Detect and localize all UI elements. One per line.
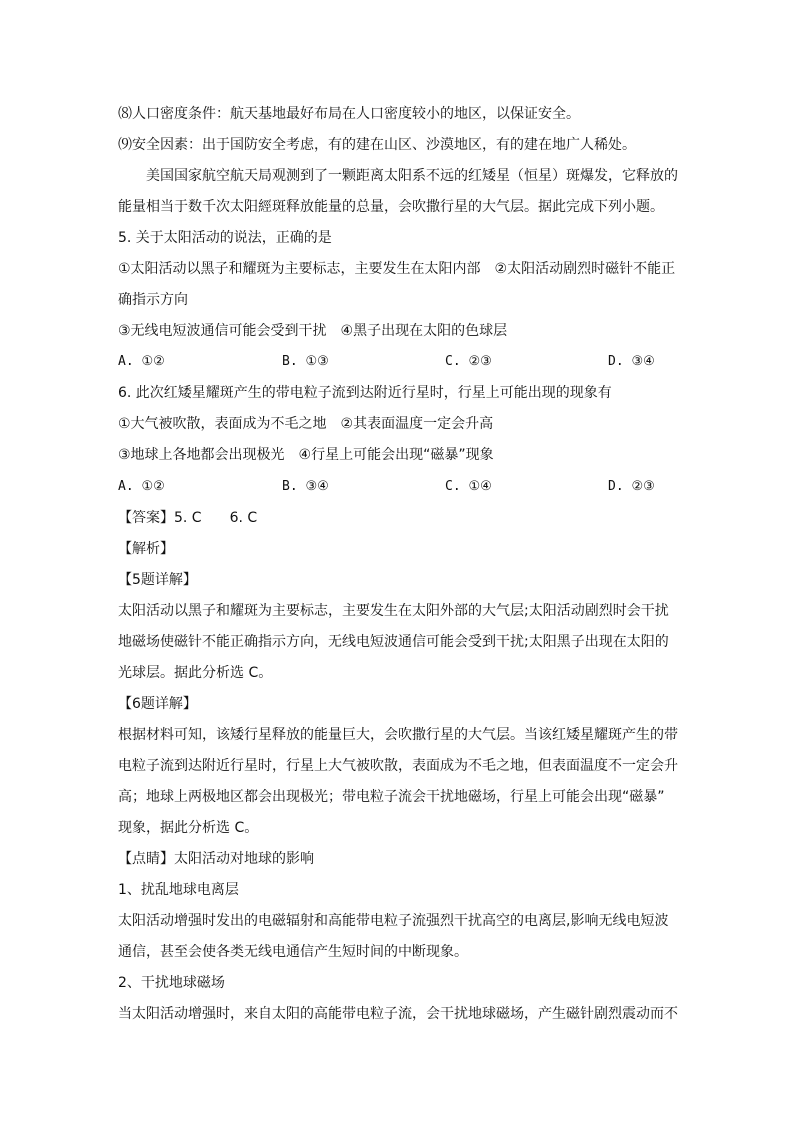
question-5-statement: ①太阳活动以黑子和耀斑为主要标志，主要发生在太阳内部 ②太阳活动剧烈时磁针不能正 (118, 261, 676, 277)
option-d: D. ②③ (608, 479, 655, 494)
option-b: B. ③④ (282, 479, 329, 494)
option-c: C. ①④ (445, 479, 492, 494)
text-line: 当太阳活动增强时，来自太阳的高能带电粒子流，会干扰地球磁场，产生磁针剧烈震动而不 (118, 1006, 678, 1022)
section-heading: 【5题详解】 (118, 572, 197, 588)
question-6-options (118, 477, 688, 497)
option-c: C. ②③ (445, 354, 492, 369)
section-heading: 【点睛】太阳活动对地球的影响 (118, 851, 314, 867)
question-6-statement: ①大气被吹散，表面成为不毛之地 ②其表面温度一定会升高 (118, 416, 494, 432)
text-line: ⑼安全因素：出于国防安全考虑，有的建在山区、沙漠地区，有的建在地广人稀处。 (118, 137, 636, 153)
text-line: 高；地球上两极地区都会出现极光；带电粒子流会干扰地磁场，行星上可能会出现“磁暴” (118, 789, 665, 805)
list-heading: 2、干扰地球磁场 (118, 975, 225, 991)
text-line: 根据材料可知，该矮行星释放的能量巨大，会吹撒行星的大气层。当该红矮星耀斑产生的带 (118, 727, 678, 743)
text-line: ⑻人口密度条件：航天基地最好布局在人口密度较小的地区，以保证安全。 (118, 106, 580, 122)
text-line: 太阳活动以黑子和耀斑为主要标志，主要发生在太阳外部的大气层;太阳活动剧烈时会干扰 (118, 603, 669, 619)
paragraph-intro: 美国国家航空航天局观测到了一颗距离太阳系不远的红矮星（恒星）斑爆发，它释放的 (146, 168, 678, 184)
question-6-statement: ③地球上各地都会出现极光 ④行星上可能会出现“磁暴”现象 (118, 447, 494, 463)
option-a: A. ①② (118, 479, 165, 494)
analysis-heading: 【解析】 (118, 541, 174, 557)
text-line: 地磁场使磁针不能正确指示方向，无线电短波通信可能会受到干扰;太阳黑子出现在太阳的 (118, 634, 669, 650)
question-5-statement: 确指示方向 (118, 292, 188, 308)
text-line: 能量相当于数千次太阳經斑释放能量的总量，会吹撒行星的大气层。据此完成下列小题。 (118, 199, 664, 215)
question-5-options (118, 352, 688, 372)
question-6-stem: 6. 此次红矮星耀斑产生的带电粒子流到达附近行星时，行星上可能出现的现象有 (118, 385, 612, 401)
list-heading: 1、扰乱地球电离层 (118, 882, 239, 898)
text-line: 太阳活动增强时发出的电磁辐射和高能带电粒子流强烈干扰高空的电离层,影响无线电短波 (118, 913, 669, 929)
answer-heading: 【答案】5. C 6. C (118, 510, 258, 526)
question-5-statement: ③无线电短波通信可能会受到干扰 ④黑子出现在太阳的色球层 (118, 323, 508, 339)
section-heading: 【6题详解】 (118, 696, 197, 712)
text-line: 电粒子流到达附近行星时，行星上大气被吹散，表面成为不毛之地，但表面温度不一定会升 (118, 758, 678, 774)
question-5-stem: 5. 关于太阳活动的说法，正确的是 (118, 230, 332, 246)
option-b: B. ①③ (282, 354, 329, 369)
text-line: 现象，据此分析选 C。 (118, 820, 259, 836)
text-line: 光球层。据此分析选 C。 (118, 665, 273, 681)
option-d: D. ③④ (608, 354, 655, 369)
text-line: 通信，甚至会使各类无线电通信产生短时间的中断现象。 (118, 944, 468, 960)
option-a: A. ①② (118, 354, 165, 369)
